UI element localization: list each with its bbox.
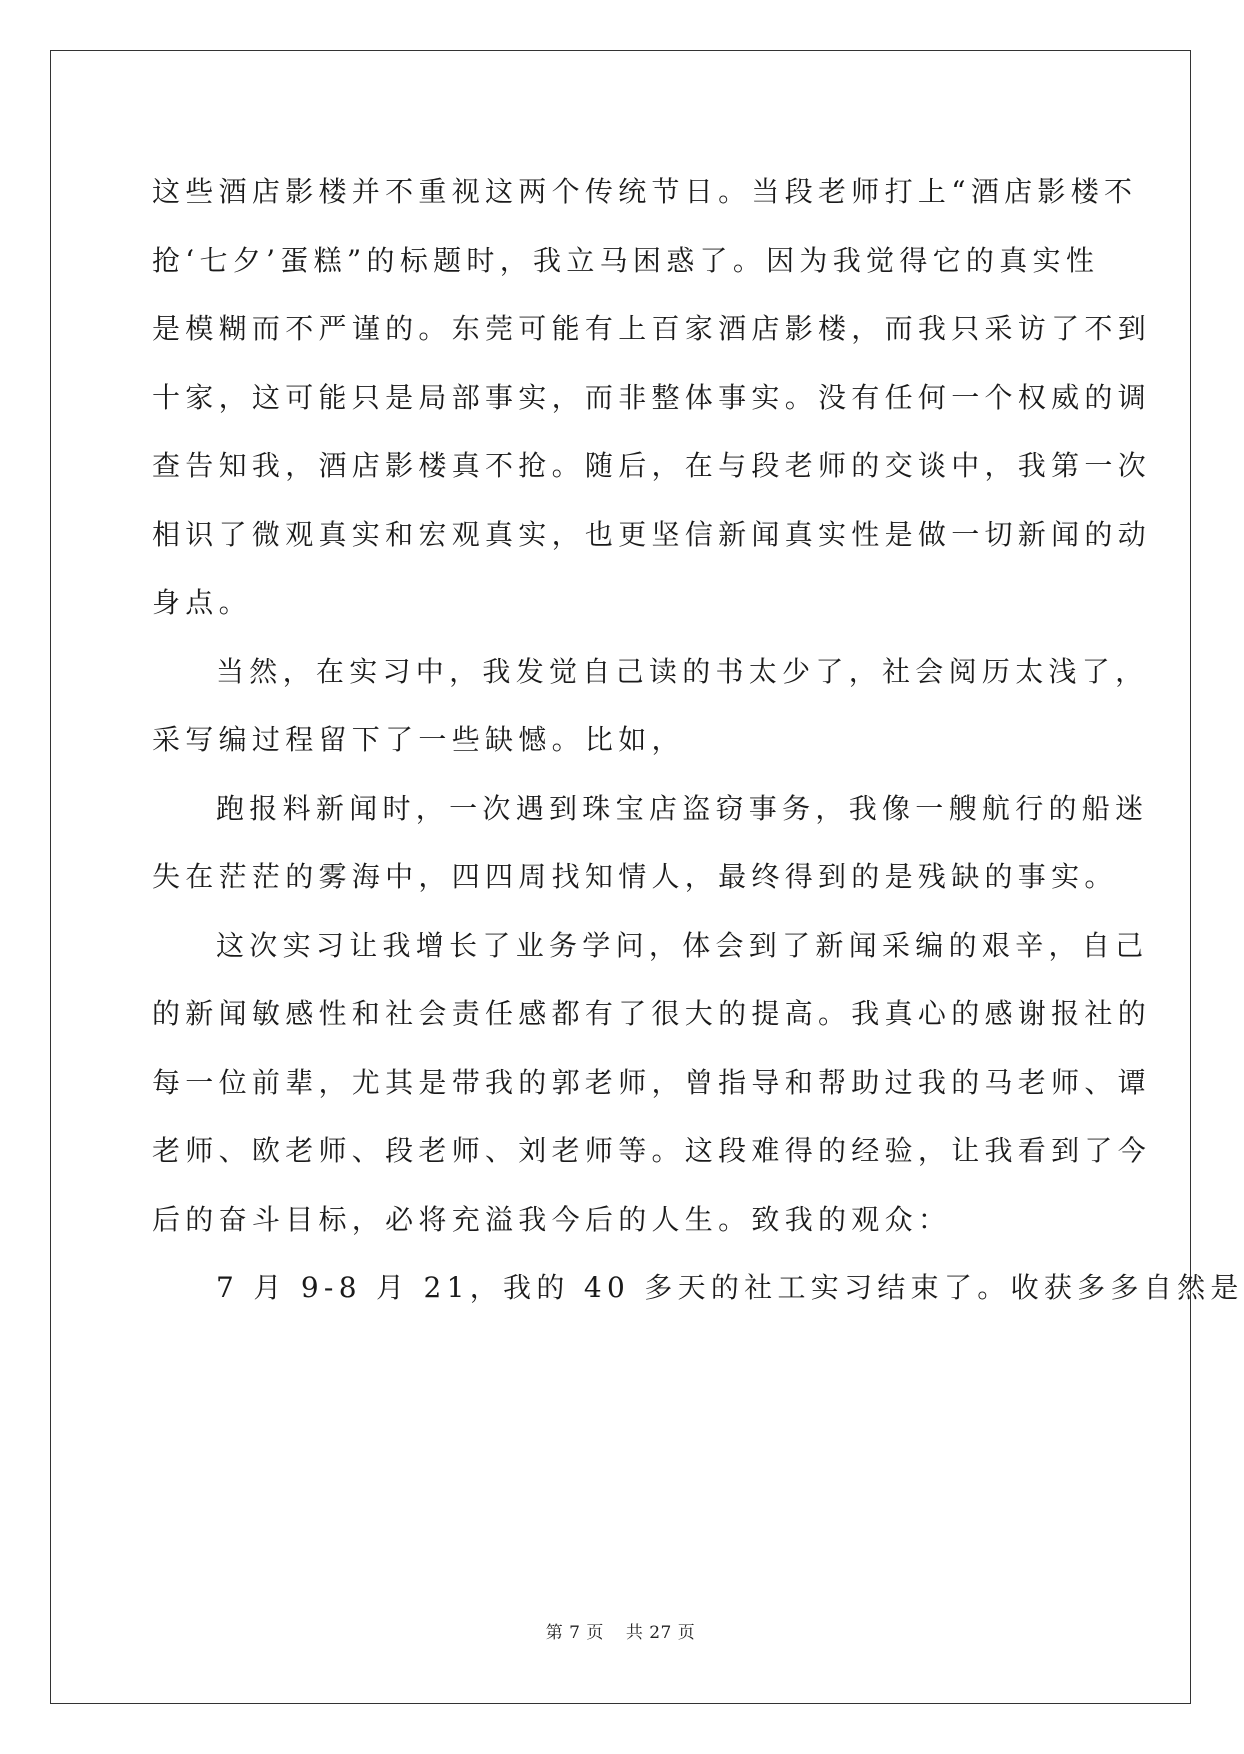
total-pages: 共 27 页 (625, 1623, 696, 1643)
text-line: 采写编过程留下了一些缺憾。比如， (152, 723, 685, 756)
text-line: 跑报料新闻时，一次遇到珠宝店盗窃事务，我像一艘航行的船迷 (216, 791, 1149, 825)
text-line: 是模糊而不严谨的。东莞可能有上百家酒店影楼，而我只采访了不到 (152, 312, 1152, 345)
text-line: 失在茫茫的雾海中，四四周找知情人，最终得到的是残缺的事实。 (152, 860, 1118, 893)
page-footer (0, 1618, 1241, 1643)
text-line: 相识了微观真实和宏观真实，也更坚信新闻真实性是做一切新闻的动 (152, 517, 1152, 551)
text-line: 十家，这可能只是局部事实，而非整体事实。没有任何一个权威的调 (152, 380, 1152, 414)
text-line: 这些酒店影楼并不重视这两个传统节日。当段老师打上“酒店影楼不 (152, 175, 1138, 208)
text-line: 这次实习让我增长了业务学问，体会到了新闻采编的艰辛，自己 (216, 928, 1149, 962)
document-body (152, 158, 1244, 1323)
text-line: 每一位前辈，尤其是带我的郭老师，曾指导和帮助过我的马老师、谭 (152, 1065, 1152, 1099)
text-line: 查告知我，酒店影楼真不抢。随后，在与段老师的交谈中，我第一次 (152, 449, 1152, 482)
text-line: 7 月 9-8 月 21，我的 40 多天的社工实习结束了。收获多多自然是 (216, 1271, 1244, 1304)
text-line: 身点。 (152, 586, 252, 619)
text-line: 老师、欧老师、段老师、刘老师等。这段难得的经验，让我看到了今 (152, 1134, 1152, 1167)
current-page-number: 第 7 页 (545, 1623, 604, 1643)
text-line: 的新闻敏感性和社会责任感都有了很大的提高。我真心的感谢报社的 (152, 997, 1152, 1030)
text-line: 抢‘七夕’蛋糕”的标题时，我立马困惑了。因为我觉得它的真实性 (152, 243, 1100, 277)
text-line: 后的奋斗目标，必将充溢我今后的人生。致我的观众： (152, 1202, 952, 1236)
text-line: 当然，在实习中，我发觉自己读的书太少了，社会阅历太浅了， (216, 654, 1149, 688)
